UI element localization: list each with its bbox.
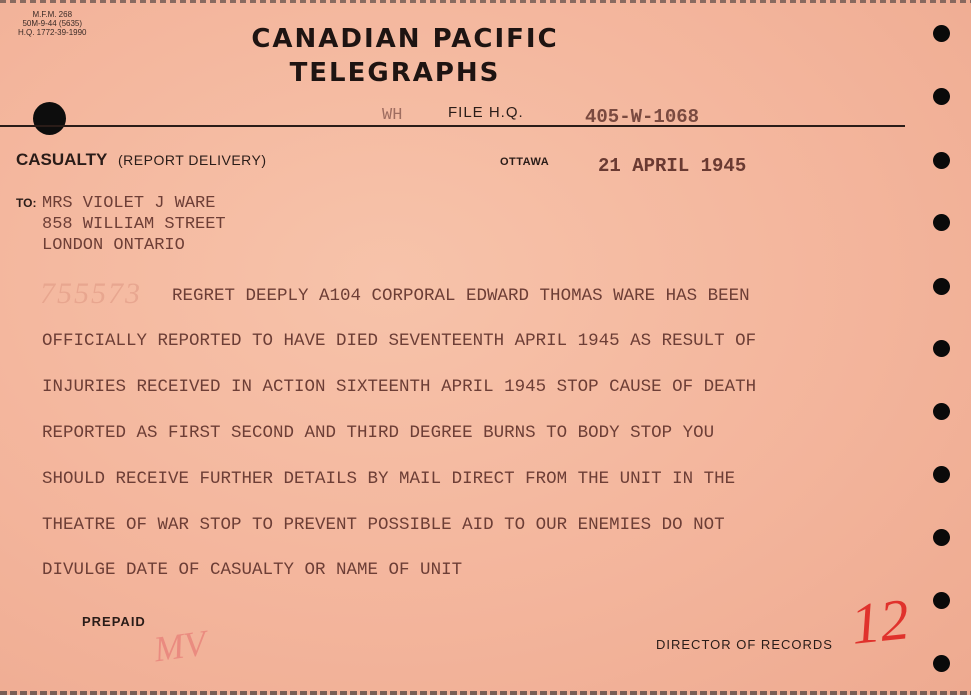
form-code-line: M.F.M. 268 <box>32 10 73 19</box>
handwritten-initials: MV <box>151 622 209 670</box>
punch-hole <box>933 466 950 483</box>
company-name-line2: TELEGRAPHS <box>289 58 501 88</box>
punch-hole <box>933 214 950 231</box>
form-code-line: H.Q. 1772-39-1990 <box>18 28 87 37</box>
file-prefix: WH <box>382 106 403 125</box>
message-line: REPORTED AS FIRST SECOND AND THIRD DEGREE BURNS TO BODY STOP YOU <box>42 423 715 443</box>
company-name-line1: CANADIAN PACIFIC <box>251 24 559 54</box>
header-rule <box>0 125 905 127</box>
punch-hole <box>933 88 950 105</box>
file-label: FILE H.Q. <box>448 104 524 121</box>
telegram-date: 21 APRIL 1945 <box>598 155 747 177</box>
director-of-records: DIRECTOR OF RECORDS <box>656 637 833 652</box>
message-line: OFFICIALLY REPORTED TO HAVE DIED SEVENTEENTH APRIL 1945 AS RESULT OF <box>42 331 757 351</box>
punch-hole <box>933 25 950 42</box>
punch-hole <box>933 278 950 295</box>
punch-hole <box>33 102 66 135</box>
recipient-street: 858 WILLIAM STREET <box>42 215 226 234</box>
message-line: THEATRE OF WAR STOP TO PREVENT POSSIBLE AID TO OUR ENEMIES DO NOT <box>42 515 725 535</box>
bottom-perforation <box>0 691 971 695</box>
reference-mark: 755573 <box>40 277 142 310</box>
punch-hole <box>933 403 950 420</box>
form-code <box>18 10 87 37</box>
prepaid-label: PREPAID <box>82 614 146 629</box>
top-perforation <box>0 0 971 3</box>
punch-hole <box>933 152 950 169</box>
form-code-line: 50M-9-44 (5635) <box>22 19 83 28</box>
punch-hole <box>933 340 950 357</box>
message-line: REGRET DEEPLY A104 CORPORAL EDWARD THOMAS WARE HAS BEEN <box>172 286 750 306</box>
company-name <box>238 22 572 90</box>
message-line: SHOULD RECEIVE FURTHER DETAILS BY MAIL DIRECT FROM THE UNIT IN THE <box>42 469 736 489</box>
file-number: 405-W-1068 <box>585 106 700 128</box>
punch-hole <box>933 529 950 546</box>
to-label: TO: <box>16 196 37 210</box>
origin-city: OTTAWA <box>500 156 550 168</box>
message-line: INJURIES RECEIVED IN ACTION SIXTEENTH APRIL 1945 STOP CAUSE OF DEATH <box>42 377 757 397</box>
punch-hole <box>933 655 950 672</box>
handwritten-number: 12 <box>847 586 913 657</box>
casualty-heading: CASUALTY <box>16 150 108 169</box>
recipient-name: MRS VIOLET J WARE <box>42 194 216 213</box>
report-delivery-label: (REPORT DELIVERY) <box>118 152 267 168</box>
punch-hole <box>933 592 950 609</box>
recipient-city: LONDON ONTARIO <box>42 236 185 255</box>
message-line: DIVULGE DATE OF CASUALTY OR NAME OF UNIT <box>42 560 463 580</box>
